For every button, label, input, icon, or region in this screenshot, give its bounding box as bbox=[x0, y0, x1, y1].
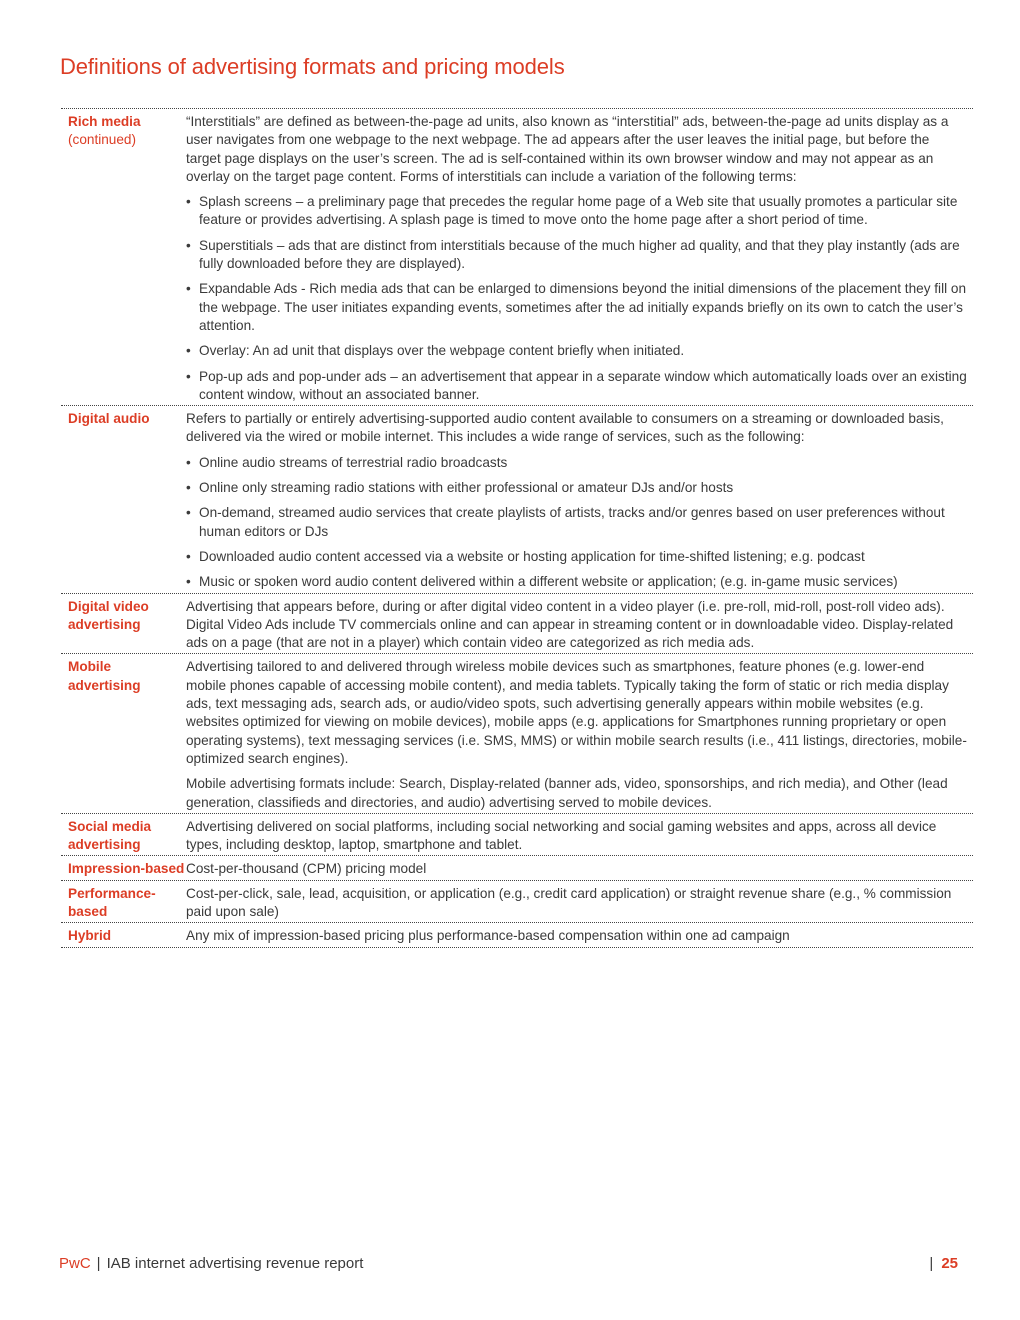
page-number-value: 25 bbox=[941, 1255, 958, 1272]
definition-paragraph: Cost-per-click, sale, lead, acquisition, or application (e.g., credit card application) or straight revenue share (e.g., % commission paid upon sale) bbox=[186, 885, 952, 919]
list-item bbox=[186, 342, 967, 360]
bullet-icon: • bbox=[186, 281, 191, 297]
definition-bullet-list bbox=[186, 454, 967, 592]
definition-row bbox=[61, 856, 973, 880]
bullet-icon: • bbox=[186, 480, 191, 496]
bullet-icon: • bbox=[186, 343, 191, 359]
definitions-table bbox=[61, 108, 973, 948]
list-item-text: Online only streaming radio stations with either professional or amateur DJs and/or hosts bbox=[199, 480, 734, 496]
definition-row bbox=[61, 881, 973, 924]
definition-paragraph: Cost-per-thousand (CPM) pricing model bbox=[186, 861, 427, 877]
list-item-text: Superstitials – ads that are distinct from interstitials because of the much higher ad quality, and that they play instantly (ads are fully downloaded before they are displayed). bbox=[199, 237, 960, 272]
list-item bbox=[186, 368, 967, 405]
definition-paragraph: Advertising that appears before, during or after digital video content in a video player (i.e. pre-roll, mid-roll, post-roll video ads). Digital Video Ads include TV commercials online and can appear in streaming content or in downloadable video. Display-related ads on a page (that are not in a player) which contain video are categorized as rich media ads. bbox=[186, 598, 954, 651]
definition-term-sub: (continued) bbox=[68, 132, 137, 148]
definition-term bbox=[61, 885, 186, 922]
list-item bbox=[186, 454, 967, 472]
bullet-icon: • bbox=[186, 454, 191, 470]
list-item-text: Overlay: An ad unit that displays over the webpage content briefly when initiated. bbox=[199, 343, 685, 359]
definition-term-label: Mobile advertising bbox=[68, 659, 141, 693]
definition-term bbox=[61, 658, 186, 811]
definition-paragraph: “Interstitials” are defined as between-the-page ad units, also known as “interstitial” ads, between-the-page ad units display as a user navigates from one webpage to the next webpage. The ad appears after the user leaves the initial page, but before the target page displays on the user’s screen. The ad is self-contained within its own browser window and may not appear as an overlay on the target page content. Forms of interstitials can include a variation of the following terms: bbox=[186, 114, 949, 184]
bullet-icon: • bbox=[186, 237, 191, 253]
definition-description bbox=[186, 113, 973, 404]
bullet-icon: • bbox=[186, 548, 191, 564]
list-item-text: Pop-up ads and pop-under ads – an advertisement that appear in a separate window which automatically loads over an existing content window, without an associated banner. bbox=[199, 368, 967, 402]
page-number bbox=[929, 1255, 958, 1272]
list-item bbox=[186, 548, 967, 566]
list-item bbox=[186, 504, 967, 541]
footer-separator: | bbox=[96, 1255, 101, 1272]
footer-report-title: IAB internet advertising revenue report bbox=[106, 1255, 364, 1272]
definition-description bbox=[186, 927, 973, 945]
list-item bbox=[186, 573, 967, 591]
definition-term bbox=[61, 598, 186, 653]
definition-description bbox=[186, 818, 973, 855]
definition-term-label: Impression-based bbox=[68, 861, 185, 877]
definition-paragraph: Advertising tailored to and delivered through wireless mobile devices such as smartphones, feature phones (e.g. lower-end mobile phones capable of accessing mobile content), and media tablets. Typically taking the form of static or rich media display ads, text messaging ads, search ads, or audio/video spots, such advertising generally appears within mobile websites (e.g. websites optimized for viewing on mobile devices), mobile apps (e.g. applications for Smartphones running proprietary or open operating systems), text messaging services (i.e. SMS, MMS) or within mobile search results (i.e., 411 listings, directories, mobile-optimized search engines). bbox=[186, 659, 967, 766]
list-item-text: Expandable Ads - Rich media ads that can be enlarged to dimensions beyond the initial dimensions of the placement they fill on the webpage. The user initiates expanding events, sometimes after the ad initially expands briefly on its own to catch the user’s attention. bbox=[199, 281, 967, 333]
list-item bbox=[186, 193, 967, 230]
definition-description bbox=[186, 598, 973, 653]
definition-term-label: Rich media bbox=[68, 114, 141, 129]
definition-term-label: Hybrid bbox=[68, 928, 112, 944]
list-item bbox=[186, 280, 967, 335]
definition-description bbox=[186, 410, 973, 591]
list-item bbox=[186, 237, 967, 274]
footer bbox=[59, 1255, 363, 1272]
definition-term-label: Social media advertising bbox=[68, 818, 152, 853]
bullet-icon: • bbox=[186, 574, 191, 590]
page-title: Definitions of advertising formats and pricing models bbox=[60, 54, 565, 79]
bullet-icon: • bbox=[186, 505, 191, 521]
list-item-text: On-demand, streamed audio services that create playlists of artists, tracks and/or genres based on user preferences without human editors or DJs bbox=[199, 505, 945, 539]
definition-description bbox=[186, 658, 973, 811]
list-item-text: Online audio streams of terrestrial radio broadcasts bbox=[199, 454, 508, 470]
definition-paragraph: Any mix of impression-based pricing plus performance-based compensation within one ad campaign bbox=[186, 928, 790, 944]
page-number-separator: | bbox=[929, 1255, 934, 1272]
definition-paragraph: Mobile advertising formats include: Search, Display-related (banner ads, video, sponsorships, and rich media), and Other (lead generation, classifieds and directories, and audio) advertising served to mobile devices. bbox=[186, 776, 948, 810]
definition-paragraph: Refers to partially or entirely advertising-supported audio content available to consumers on a streaming or downloaded basis, delivered via the wired or mobile internet. This includes a wide range of services, such as the following: bbox=[186, 411, 944, 445]
bullet-icon: • bbox=[186, 368, 191, 384]
definition-description bbox=[186, 860, 973, 878]
definition-row bbox=[61, 814, 973, 857]
definition-row bbox=[61, 109, 973, 406]
list-item-text: Splash screens – a preliminary page that precedes the regular home page of a Web site that usually promotes a particular site feature or provides advertising. A splash page is timed to move onto the home page after a short period of time. bbox=[199, 194, 958, 228]
definition-term-label: Digital video advertising bbox=[68, 598, 149, 632]
definition-row bbox=[61, 594, 973, 655]
definition-row bbox=[61, 654, 973, 813]
definition-description bbox=[186, 885, 973, 922]
definition-paragraph: Advertising delivered on social platforms, including social networking and social gaming websites and apps, across all device types, including desktop, laptop, smartphone and tablet. bbox=[186, 818, 937, 853]
definition-term-label: Performance-based bbox=[68, 885, 156, 919]
definition-term bbox=[61, 410, 186, 591]
definition-term bbox=[61, 927, 186, 945]
definition-bullet-list bbox=[186, 193, 967, 404]
list-item bbox=[186, 479, 967, 497]
definition-row bbox=[61, 406, 973, 593]
list-item-text: Downloaded audio content accessed via a website or hosting application for time-shifted listening; e.g. podcast bbox=[199, 548, 865, 564]
definition-term bbox=[61, 113, 186, 404]
definition-term bbox=[61, 818, 186, 855]
definition-term-label: Digital audio bbox=[68, 411, 150, 427]
definition-term bbox=[61, 860, 186, 878]
list-item-text: Music or spoken word audio content delivered within a different website or application; (e.g. in-game music services) bbox=[199, 574, 898, 590]
footer-brand: PwC bbox=[59, 1255, 91, 1272]
bullet-icon: • bbox=[186, 194, 191, 210]
definition-row bbox=[61, 923, 973, 947]
